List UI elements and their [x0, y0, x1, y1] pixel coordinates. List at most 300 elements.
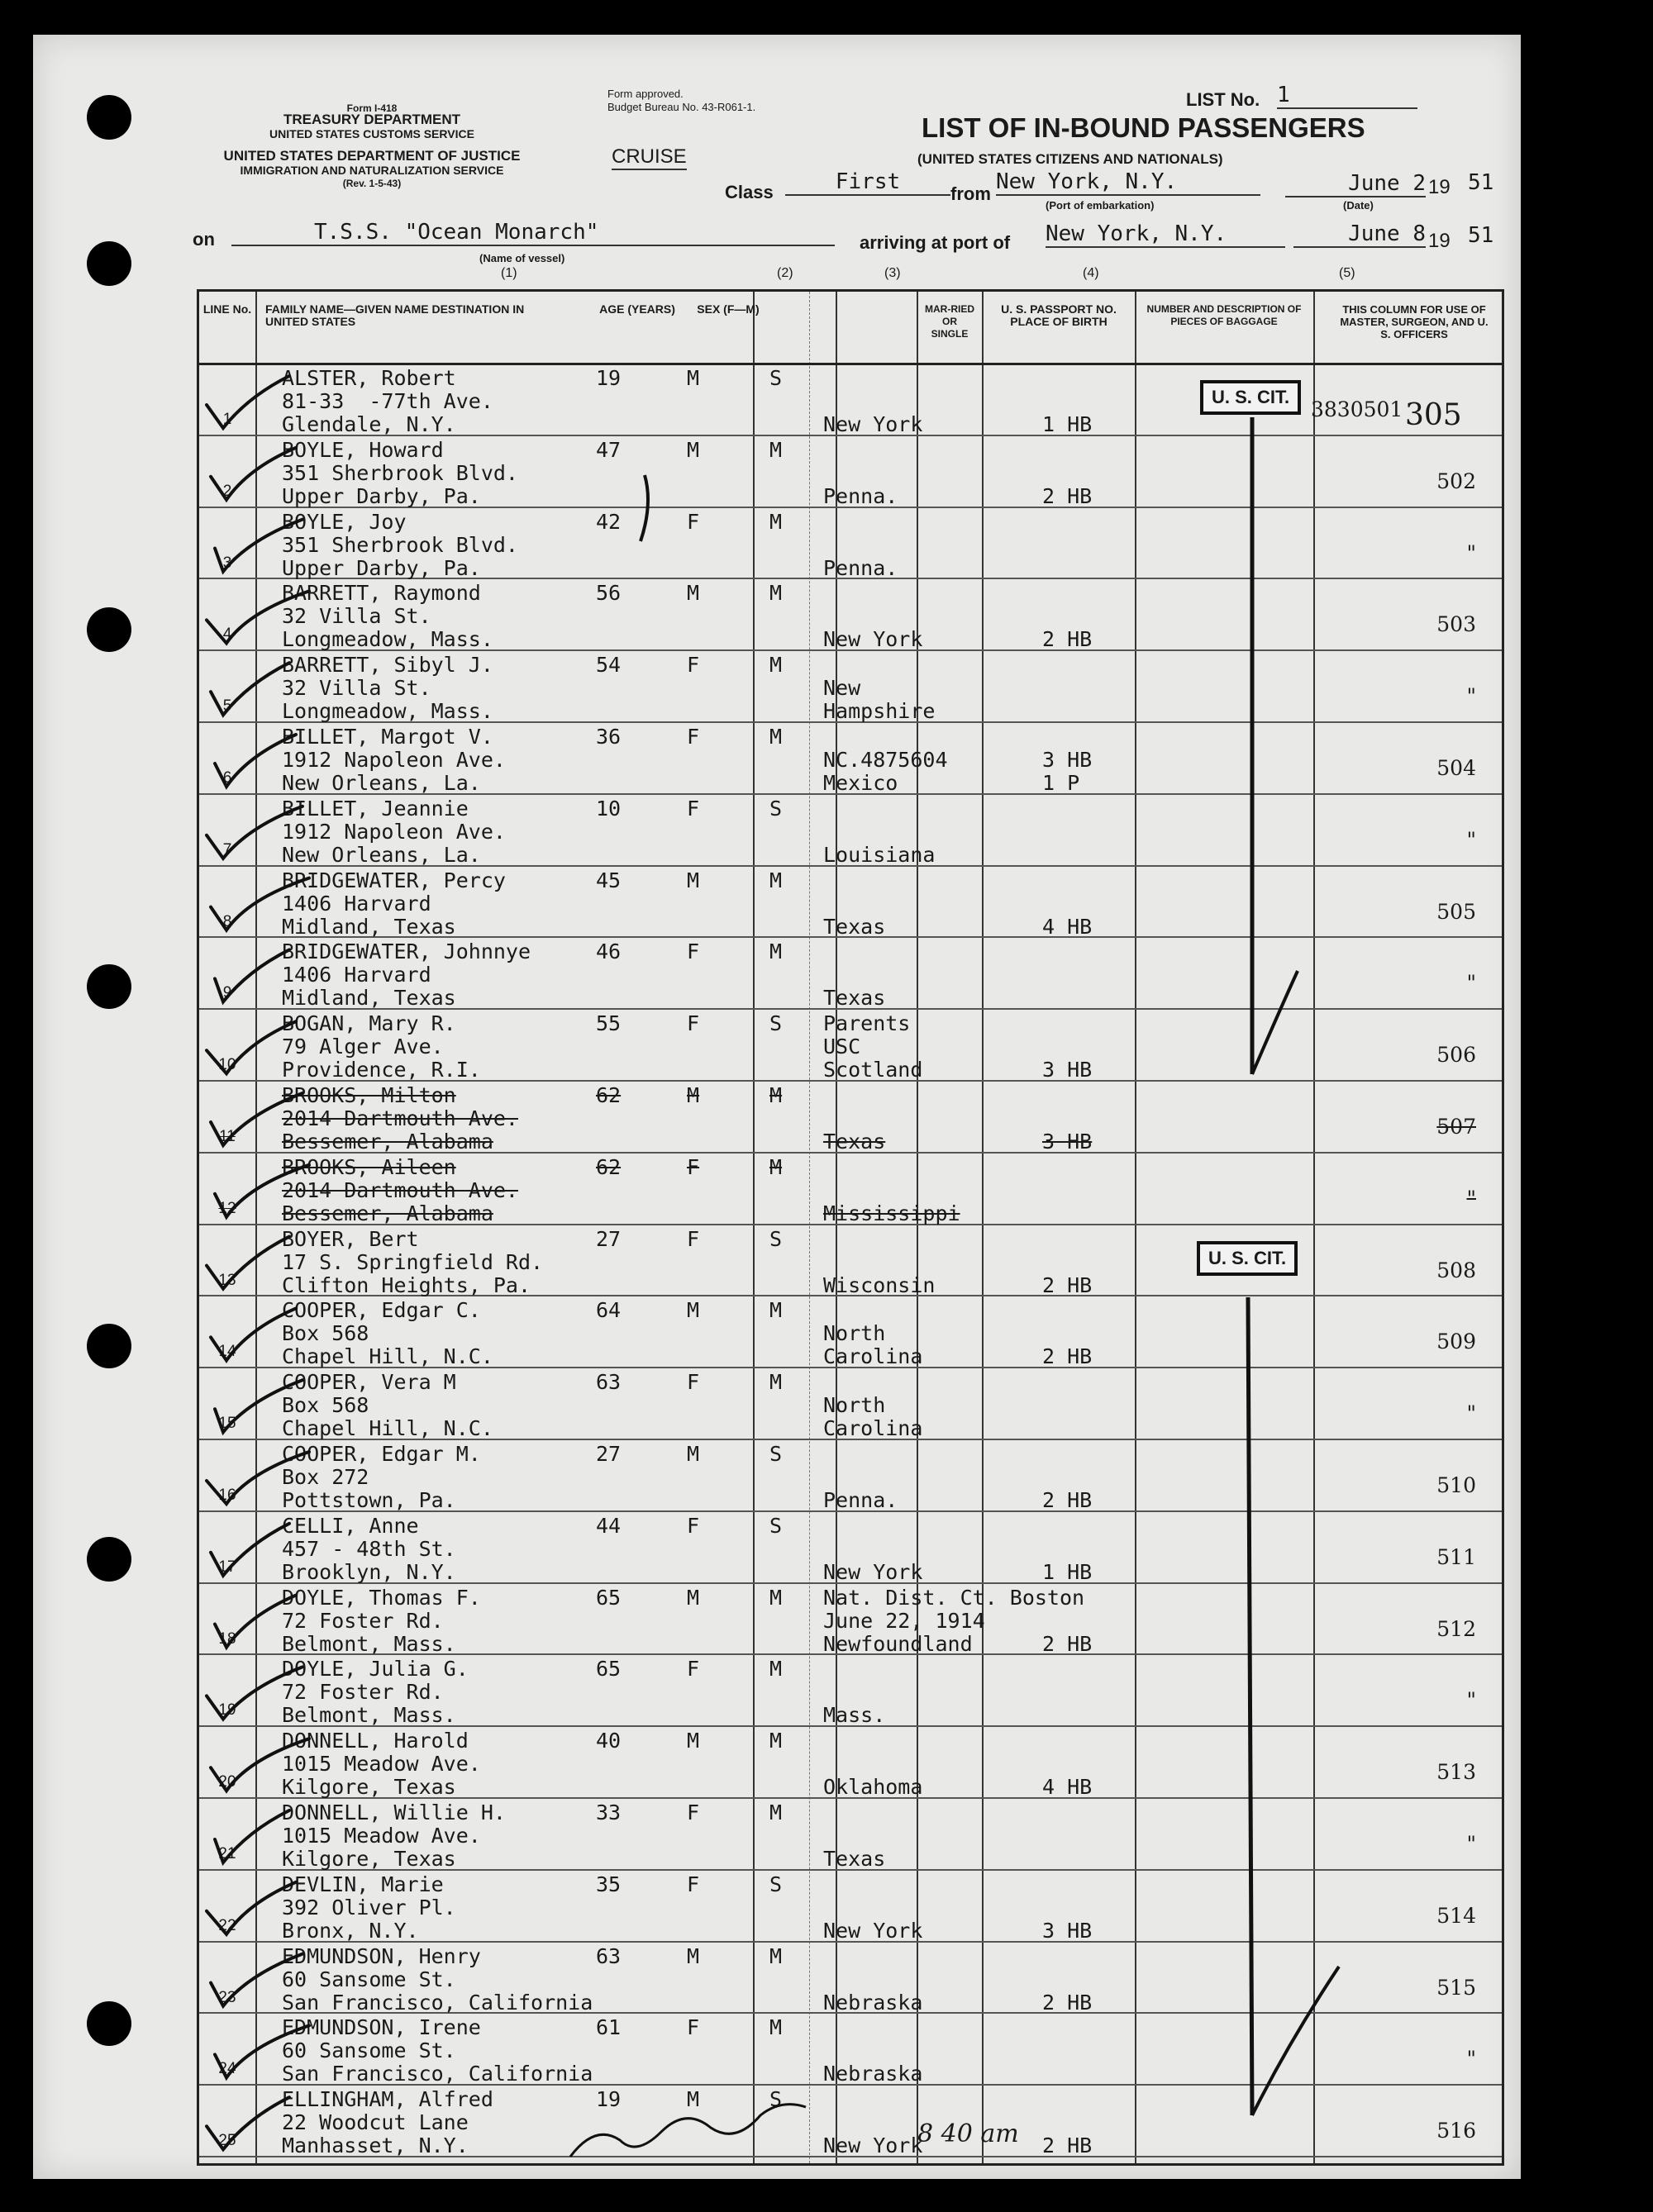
passenger-age: 55: [596, 1011, 622, 1036]
passenger-age: 19: [596, 2087, 622, 2112]
passenger-address: 60 Sansome St.: [282, 1967, 456, 1991]
passport-info: Nat. Dist. Ct. Boston: [823, 1585, 1085, 1610]
passenger-age: 10: [596, 796, 622, 821]
on-label: on: [193, 229, 215, 250]
passenger-address: 22 Woodcut Lane: [282, 2110, 469, 2135]
marital-status: M: [769, 940, 783, 964]
row-line-number: 4: [222, 626, 232, 644]
marital-status: S: [769, 1011, 783, 1036]
passenger-address: 351 Sherbrook Blvd.: [282, 532, 518, 557]
place-of-birth: Penna.: [823, 483, 898, 508]
passenger-address: 1015 Meadow Ave.: [282, 1752, 481, 1777]
row-line-number: 25: [218, 2132, 236, 2150]
passenger-age: 65: [596, 1657, 622, 1682]
baggage: 3 HB: [1042, 1918, 1093, 1943]
place-of-birth: Texas: [823, 1847, 886, 1871]
marital-status: M: [769, 581, 783, 606]
place-of-birth: Texas: [823, 986, 886, 1011]
passenger-name: DEVLIN, Marie: [282, 1872, 444, 1896]
marital-status: M: [769, 1943, 783, 1968]
passenger-sex: M: [687, 2087, 700, 2112]
passenger-age: 27: [596, 1442, 622, 1466]
place-of-birth: New York: [823, 627, 923, 652]
date-label: (Date): [1343, 199, 1374, 212]
marital-status: M: [769, 2015, 783, 2040]
officer-note: ": [1466, 1832, 1476, 1856]
passenger-name: BILLET, Jeannie: [282, 796, 469, 821]
passenger-name: ALSTER, Robert: [282, 366, 456, 390]
column-number-3: (3): [884, 266, 901, 280]
passenger-age: 33: [596, 1801, 622, 1824]
officer-note: 508: [1436, 1258, 1476, 1282]
passenger-sex: F: [687, 796, 700, 821]
passenger-destination: New Orleans, La.: [282, 771, 481, 795]
officer-note: 3830501: [1311, 397, 1403, 421]
passenger-name: EDMUNDSON, Irene: [282, 2015, 481, 2040]
passenger-destination: Brooklyn, N.Y.: [282, 1559, 456, 1584]
row-line-number: 11: [219, 1128, 236, 1145]
row-line-number: 16: [218, 1487, 236, 1504]
place-of-birth: Louisiana: [823, 842, 936, 867]
place-of-birth: Texas: [823, 914, 886, 939]
baggage: 4 HB: [1042, 1775, 1093, 1800]
passenger-destination: Belmont, Mass.: [282, 1631, 456, 1656]
passenger-name: COOPER, Vera M: [282, 1370, 456, 1395]
column-number-1: (1): [501, 266, 517, 280]
officer-note: 503: [1436, 612, 1476, 637]
year-prefix-2: 19: [1428, 230, 1451, 252]
col-header-name: FAMILY NAME—GIVEN NAME DESTINATION IN UNITED STATES: [265, 302, 525, 328]
officer-note: 504: [1436, 756, 1476, 780]
passenger-name: COOPER, Edgar C.: [282, 1298, 481, 1323]
officer-note: 510: [1436, 1473, 1476, 1497]
passenger-sex: M: [687, 366, 700, 390]
marital-status: M: [769, 1657, 783, 1682]
passenger-destination: Midland, Texas: [282, 986, 456, 1011]
passenger-sex: F: [687, 1872, 700, 1896]
check-mark: [207, 1882, 296, 1934]
check-mark: [211, 1524, 289, 1576]
column-number-5: (5): [1339, 266, 1355, 280]
passenger-age: 44: [596, 1513, 622, 1538]
officer-note: 502: [1436, 469, 1476, 493]
agency-treasury: TREASURY DEPARTMENT: [283, 112, 461, 127]
place-of-birth: Wisconsin: [823, 1272, 936, 1297]
passenger-age: 19: [596, 366, 622, 390]
passenger-name: BRIDGEWATER, Percy: [282, 868, 506, 892]
check-mark: [207, 1452, 309, 1504]
passport-info: USC: [823, 1035, 861, 1059]
passenger-name: BROOKS, Aileen: [282, 1154, 456, 1179]
passenger-destination: New Orleans, La.: [282, 842, 481, 867]
passenger-address: 81-33 -77th Ave.: [282, 389, 493, 413]
col-header-sex: SEX (F—M): [697, 302, 760, 316]
passenger-name: BARRETT, Sibyl J.: [282, 653, 493, 678]
place-of-birth: New York: [823, 2134, 923, 2158]
passenger-age: 46: [596, 940, 622, 964]
passenger-address: 1912 Napoleon Ave.: [282, 748, 506, 772]
passenger-sex: M: [687, 437, 700, 462]
place-of-birth: Penna.: [823, 1488, 898, 1512]
passenger-name: BILLET, Margot V.: [282, 725, 493, 749]
check-mark: [211, 448, 296, 500]
passenger-destination: Glendale, N.Y.: [282, 412, 456, 436]
passenger-address: 2014 Dartmouth Ave.: [282, 1177, 518, 1202]
passenger-name: BOYLE, Howard: [282, 437, 444, 462]
marital-status: S: [769, 2087, 783, 2112]
place-of-birth: New York: [823, 412, 923, 436]
check-mark: [215, 1596, 296, 1648]
budget-bureau: Budget Bureau No. 43-R061-1.: [607, 101, 756, 113]
passenger-destination: Providence, R.I.: [282, 1058, 481, 1082]
marital-status: M: [769, 653, 783, 678]
officer-note: ": [1466, 2047, 1476, 2072]
passenger-sex: F: [687, 1513, 700, 1538]
row-line-number: 9: [222, 984, 232, 1002]
passport-info: NC.4875604: [823, 748, 948, 772]
passport-info: North: [823, 1393, 886, 1418]
row-line-number: 20: [218, 1773, 236, 1791]
marital-status: S: [769, 1513, 783, 1538]
passenger-address: 32 Villa St.: [282, 604, 431, 629]
passenger-sex: M: [687, 1083, 700, 1107]
passenger-age: 64: [596, 1298, 622, 1323]
passenger-name: COOPER, Edgar M.: [282, 1442, 481, 1466]
col-header-officers: THIS COLUMN FOR USE OF MASTER, SURGEON, AND U. S. OFFICERS: [1340, 303, 1489, 340]
place-of-birth: Hampshire: [823, 699, 936, 724]
passenger-name: BOGAN, Mary R.: [282, 1011, 456, 1036]
check-mark: [211, 1739, 309, 1791]
row-line-number: 15: [218, 1415, 236, 1433]
row-line-number: 13: [218, 1271, 236, 1289]
passenger-name: BARRETT, Raymond: [282, 581, 481, 606]
check-mark: [215, 1165, 309, 1217]
passenger-address: 72 Foster Rd.: [282, 1680, 444, 1705]
passenger-sex: F: [687, 725, 700, 749]
passenger-sex: M: [687, 1298, 700, 1323]
row-line-number: 2: [222, 482, 232, 500]
year-prefix-1: 19: [1428, 176, 1451, 198]
passenger-age: 56: [596, 581, 622, 606]
check-mark: [207, 806, 302, 859]
passenger-name: BOYLE, Joy: [282, 509, 407, 534]
place-of-birth: Penna.: [823, 555, 898, 580]
passenger-age: 62: [596, 1154, 622, 1179]
arrival-date: June 8: [1293, 221, 1426, 248]
passenger-sex: M: [687, 581, 700, 606]
column-number-2: (2): [777, 266, 793, 280]
passenger-address: 79 Alger Ave.: [282, 1035, 444, 1059]
check-mark: [215, 1380, 302, 1432]
passenger-destination: Kilgore, Texas: [282, 1775, 456, 1800]
officer-note: 506: [1436, 1043, 1476, 1068]
passenger-sex: F: [687, 2015, 700, 2040]
passenger-age: 65: [596, 1585, 622, 1610]
passenger-sex: M: [687, 1585, 700, 1610]
column-number-4: (4): [1083, 266, 1099, 280]
list-no: 1: [1277, 83, 1417, 109]
passenger-address: 32 Villa St.: [282, 676, 431, 701]
passenger-address: Box 568: [282, 1321, 369, 1346]
col-header-married: MAR-RIED OR SINGLE: [925, 303, 974, 340]
officer-note: 512: [1436, 1616, 1476, 1641]
check-mark: [207, 1237, 289, 1289]
embarkation-label: (Port of embarkation): [1046, 199, 1155, 212]
row-line-number: 1: [222, 411, 232, 428]
passenger-address: 60 Sansome St.: [282, 2038, 456, 2063]
check-mark: [207, 376, 289, 428]
arriving-label: arriving at port of: [860, 232, 1011, 253]
col-header-baggage: NUMBER AND DESCRIPTION OF PIECES OF BAGGAGE: [1146, 303, 1302, 327]
list-no-label: LIST No.: [1186, 89, 1260, 110]
passenger-age: 63: [596, 1943, 622, 1968]
passenger-destination: San Francisco, California: [282, 2062, 593, 2086]
passenger-sex: F: [687, 1011, 700, 1036]
check-mark: [207, 1667, 302, 1719]
passenger-destination: Chapel Hill, N.C.: [282, 1344, 493, 1369]
passenger-sex: M: [687, 1442, 700, 1466]
check-mark: [211, 663, 289, 715]
passenger-address: 1406 Harvard: [282, 963, 431, 987]
baggage: 3 HB: [1042, 1058, 1093, 1082]
officer-note: 515: [1436, 1975, 1476, 2000]
officer-note: ": [1466, 540, 1476, 565]
passenger-name: CELLI, Anne: [282, 1513, 419, 1538]
passenger-destination: Midland, Texas: [282, 914, 456, 939]
baggage: 1 HB: [1042, 1559, 1093, 1584]
passenger-address: 1912 Napoleon Ave.: [282, 819, 506, 844]
passport-info: North: [823, 1321, 886, 1346]
handwritten-number: 305: [1405, 398, 1462, 432]
marital-status: S: [769, 796, 783, 821]
marital-status: S: [769, 1226, 783, 1251]
passenger-name: ELLINGHAM, Alfred: [282, 2087, 493, 2112]
embark-date: June 2: [1285, 171, 1426, 197]
vessel-name-label: (Name of vessel): [479, 252, 565, 264]
passenger-sex: F: [687, 1801, 700, 1824]
marital-status: M: [769, 509, 783, 534]
officer-note: 507: [1436, 1115, 1476, 1139]
officer-note: 514: [1436, 1903, 1476, 1928]
passenger-destination: Belmont, Mass.: [282, 1703, 456, 1728]
passenger-age: 63: [596, 1370, 622, 1395]
passenger-address: 1406 Harvard: [282, 891, 431, 916]
place-of-birth: Mississippi: [823, 1201, 960, 1225]
officer-note: 511: [1436, 1544, 1476, 1569]
row-line-number: 23: [218, 1988, 236, 2006]
passenger-destination: Bessemer, Alabama: [282, 1201, 493, 1225]
officer-note: ": [1466, 971, 1476, 996]
baggage: 4 HB: [1042, 914, 1093, 939]
check-mark: [211, 1093, 302, 1145]
passenger-sex: F: [687, 509, 700, 534]
passenger-sex: F: [687, 1370, 700, 1395]
marital-status: S: [769, 1872, 783, 1896]
baggage: 3 HB: [1042, 1130, 1093, 1154]
document-subtitle: (UNITED STATES CITIZENS AND NATIONALS): [917, 151, 1223, 167]
baggage: 1 HB: [1042, 412, 1093, 436]
row-line-number: 7: [222, 840, 232, 859]
baggage: 2 HB: [1042, 1272, 1093, 1297]
class-value: First: [785, 169, 950, 196]
passport-info: June 22, 1914: [823, 1608, 985, 1633]
agency-justice: UNITED STATES DEPARTMENT OF JUSTICE: [223, 148, 521, 164]
passenger-address: 17 S. Springfield Rd.: [282, 1249, 544, 1274]
place-of-birth: Nebraska: [823, 2062, 923, 2086]
passenger-destination: Upper Darby, Pa.: [282, 555, 481, 580]
row-line-number: 19: [218, 1701, 236, 1720]
check-mark: [211, 878, 309, 930]
baggage: 2 HB: [1042, 2134, 1093, 2158]
passenger-sex: F: [687, 653, 700, 678]
place-of-birth: Nebraska: [823, 1990, 923, 2015]
passenger-destination: Chapel Hill, N.C.: [282, 1416, 493, 1441]
passenger-age: 36: [596, 725, 622, 749]
officer-note: ": [1466, 1186, 1476, 1211]
check-mark: [207, 2097, 289, 2149]
col-header-age: AGE (YEARS): [599, 302, 675, 316]
officer-note: ": [1466, 827, 1476, 852]
passenger-destination: San Francisco, California: [282, 1990, 593, 2015]
passenger-sex: F: [687, 1657, 700, 1682]
passenger-age: 61: [596, 2015, 622, 2040]
check-mark: [215, 1810, 289, 1862]
passenger-destination: Manhasset, N.Y.: [282, 2134, 469, 2158]
place-of-birth: Scotland: [823, 1058, 923, 1082]
passenger-name: DONNELL, Harold: [282, 1729, 469, 1753]
passport-info: New: [823, 676, 861, 701]
check-mark: [215, 520, 302, 572]
col-header-line: LINE No.: [202, 302, 252, 316]
check-mark: [215, 2025, 309, 2077]
baggage: 2 HB: [1042, 1631, 1093, 1656]
passenger-sex: M: [687, 1943, 700, 1968]
us-citizen-stamp: U. S. CIT.: [1197, 1241, 1298, 1276]
marital-status: M: [769, 725, 783, 749]
passenger-age: 40: [596, 1729, 622, 1753]
col-header-passport: U. S. PASSPORT NO. PLACE OF BIRTH: [1001, 302, 1117, 328]
passenger-sex: M: [687, 868, 700, 892]
passport-info: Parents: [823, 1011, 911, 1036]
passenger-address: 2014 Dartmouth Ave.: [282, 1106, 518, 1130]
place-of-birth: Mass.: [823, 1703, 886, 1728]
passenger-age: 42: [596, 509, 622, 534]
row-line-number: 17: [218, 1558, 236, 1576]
passenger-address: 351 Sherbrook Blvd.: [282, 460, 518, 485]
row-line-number: 18: [218, 1629, 236, 1648]
handwritten-time: 8 40 am: [917, 2119, 1019, 2148]
passenger-name: BRIDGEWATER, Johnnye: [282, 940, 531, 964]
place-of-birth: Carolina: [823, 1344, 923, 1369]
arrival-year: 51: [1468, 223, 1494, 248]
us-citizen-stamp: U. S. CIT.: [1200, 380, 1301, 415]
passenger-age: 27: [596, 1226, 622, 1251]
class-label: Class: [725, 182, 774, 202]
form-approved: Form approved.: [607, 88, 684, 100]
passenger-address: Box 568: [282, 1393, 369, 1418]
marital-status: M: [769, 1154, 783, 1179]
embark-year: 51: [1468, 170, 1494, 195]
row-line-number: 6: [222, 769, 232, 787]
from-label: from: [950, 183, 991, 204]
passenger-name: EDMUNDSON, Henry: [282, 1943, 481, 1968]
embarkation-port: New York, N.Y.: [996, 169, 1260, 196]
officer-note: 509: [1436, 1330, 1476, 1354]
check-mark: [215, 735, 296, 787]
cruise-label: CRUISE: [612, 145, 687, 170]
row-line-number: 22: [218, 1916, 236, 1934]
passenger-name: DOYLE, Thomas F.: [282, 1585, 481, 1610]
row-line-number: 12: [218, 1199, 236, 1217]
form-number: Form I-418: [346, 102, 398, 114]
passenger-age: 45: [596, 868, 622, 892]
check-mark: [211, 1954, 302, 2006]
baggage: 2 HB: [1042, 483, 1093, 508]
row-line-number: 14: [218, 1343, 236, 1361]
marital-status: M: [769, 1370, 783, 1395]
form-revision: (Rev. 1-5-43): [342, 178, 402, 189]
passenger-destination: Kilgore, Texas: [282, 1847, 456, 1871]
row-line-number: 10: [218, 1056, 236, 1074]
row-line-number: 3: [222, 554, 232, 572]
row-line-number: 21: [218, 1845, 236, 1862]
officer-note: 513: [1436, 1760, 1476, 1785]
check-mark: [211, 1308, 296, 1360]
officer-note: ": [1466, 1401, 1476, 1426]
passenger-age: 35: [596, 1872, 622, 1896]
officer-note: ": [1466, 684, 1476, 709]
passenger-name: DOYLE, Julia G.: [282, 1657, 469, 1682]
passenger-destination: Bessemer, Alabama: [282, 1130, 493, 1154]
passenger-destination: Bronx, N.Y.: [282, 1918, 419, 1943]
passenger-sex: F: [687, 940, 700, 964]
agency-customs: UNITED STATES CUSTOMS SERVICE: [269, 127, 474, 140]
check-mark: [207, 591, 309, 643]
place-of-birth: Texas: [823, 1130, 886, 1154]
passenger-sex: M: [687, 1729, 700, 1753]
passenger-destination: Clifton Heights, Pa.: [282, 1272, 531, 1297]
baggage: 2 HB: [1042, 1990, 1093, 2015]
baggage: 1 P: [1042, 771, 1080, 795]
check-mark: [215, 949, 289, 1001]
marital-status: M: [769, 1729, 783, 1753]
place-of-birth: Carolina: [823, 1416, 923, 1441]
vessel-name: T.S.S. "Ocean Monarch": [231, 220, 835, 246]
officer-note: ": [1466, 1688, 1476, 1713]
baggage: 3 HB: [1042, 748, 1093, 772]
marital-status: M: [769, 1298, 783, 1323]
marital-status: S: [769, 1442, 783, 1466]
place-of-birth: New York: [823, 1918, 923, 1943]
marital-status: S: [769, 366, 783, 390]
arrival-port: New York, N.Y.: [1046, 221, 1285, 248]
passenger-destination: Longmeadow, Mass.: [282, 699, 493, 724]
passenger-name: BOYER, Bert: [282, 1226, 419, 1251]
passenger-name: BROOKS, Milton: [282, 1083, 456, 1107]
baggage: 2 HB: [1042, 1488, 1093, 1512]
marital-status: M: [769, 1801, 783, 1824]
officer-note: 505: [1436, 899, 1476, 924]
row-line-number: 5: [222, 697, 232, 716]
document-title: LIST OF IN-BOUND PASSENGERS: [922, 112, 1365, 143]
passenger-address: 392 Oliver Pl.: [282, 1895, 456, 1919]
passenger-address: 1015 Meadow Ave.: [282, 1824, 481, 1848]
passenger-address: 457 - 48th St.: [282, 1536, 456, 1561]
row-line-number: 24: [218, 2060, 236, 2078]
officer-note: 516: [1436, 2119, 1476, 2143]
passenger-age: 47: [596, 437, 622, 462]
row-line-number: 8: [222, 912, 232, 930]
